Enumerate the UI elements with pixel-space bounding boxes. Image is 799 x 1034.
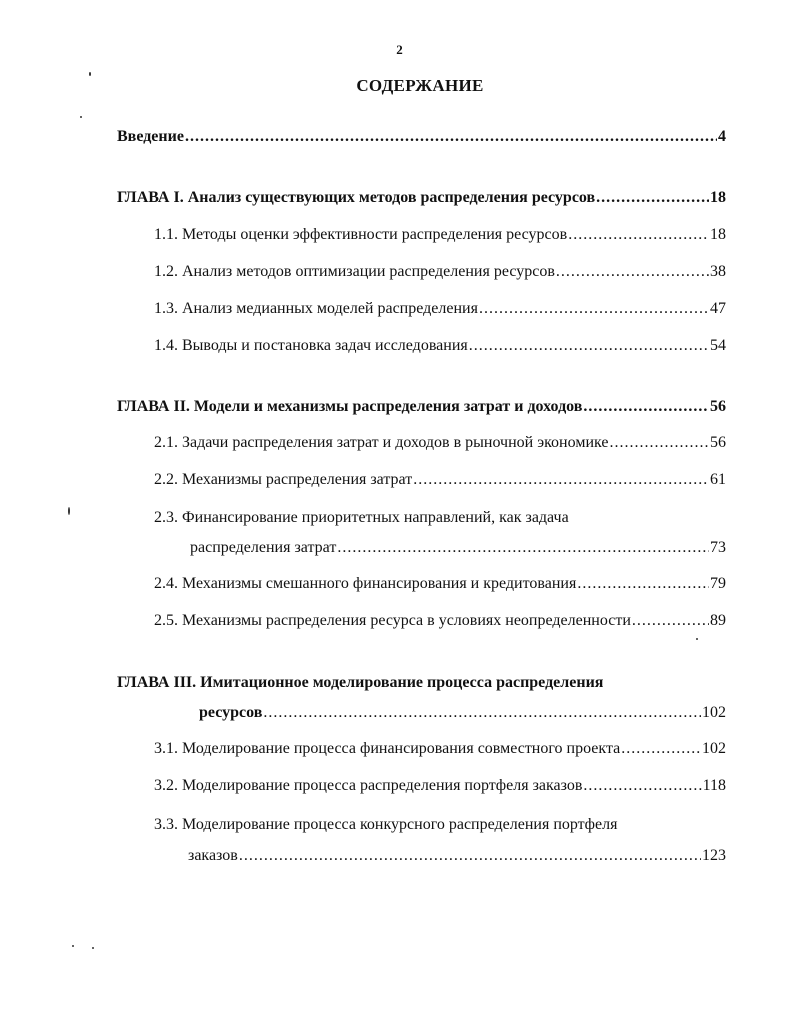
toc-section-3-2 — [154, 776, 726, 796]
toc-entry-label: 1.4. Выводы и постановка задач исследования — [154, 337, 468, 354]
toc-entry-page: 4 — [718, 128, 726, 145]
toc-entry-label-cont: распределения затрат — [190, 539, 337, 556]
leader-dots — [568, 225, 709, 245]
toc-entry-page: 118 — [702, 777, 726, 794]
toc-entry-page: 18 — [710, 189, 726, 206]
toc-entry-page: 18 — [710, 226, 726, 243]
toc-section-1-4 — [154, 336, 726, 356]
toc-entry-label: 2.1. Задачи распределения затрат и доходов в рыночной экономике — [154, 434, 609, 451]
leader-dots — [185, 127, 717, 147]
leader-dots — [263, 703, 701, 723]
toc-entry-label: 3.1. Моделирование процесса финансирования совместного проекта — [154, 740, 621, 757]
leader-dots — [596, 188, 709, 208]
scan-speck — [68, 507, 70, 515]
toc-section-2-3 — [190, 538, 726, 558]
leader-dots — [413, 470, 709, 490]
toc-section-2-4 — [154, 574, 726, 594]
toc-chapter-2 — [117, 397, 726, 417]
toc-entry-page: 123 — [702, 847, 726, 864]
toc-entry-label: 3.2. Моделирование процесса распределения портфеля заказов — [154, 777, 583, 794]
scan-speck — [72, 945, 74, 947]
toc-section-3-3-label: 3.3. Моделирование процесса конкурсного распределения портфеля — [154, 816, 618, 833]
scan-speck — [696, 638, 698, 640]
toc-section-2-5 — [154, 611, 726, 631]
leader-dots — [337, 538, 709, 558]
toc-entry-label: ГЛАВА II. Модели и механизмы распределения затрат и доходов — [117, 398, 583, 415]
toc-section-1-3 — [154, 299, 726, 319]
toc-section-2-1 — [154, 433, 726, 453]
toc-entry-label-cont: заказов — [188, 847, 238, 864]
toc-entry-label: 2.4. Механизмы смешанного финансирования и кредитования — [154, 575, 577, 592]
toc-entry-page: 56 — [710, 398, 726, 415]
toc-title: СОДЕРЖАНИЕ — [356, 76, 484, 95]
leader-dots — [239, 846, 701, 866]
toc-entry-page: 89 — [710, 612, 726, 629]
toc-entry-page: 38 — [710, 263, 726, 280]
page-number: 2 — [396, 42, 403, 57]
leader-dots — [469, 336, 709, 356]
toc-entry-page: 79 — [710, 575, 726, 592]
toc-entry-page: 102 — [702, 740, 726, 757]
leader-dots — [479, 299, 709, 319]
leader-dots — [583, 776, 701, 796]
toc-entry-page: 56 — [710, 434, 726, 451]
leader-dots — [577, 574, 709, 594]
leader-dots — [556, 262, 709, 282]
toc-entry-page: 61 — [710, 471, 726, 488]
toc-entry-label: Введение — [117, 128, 184, 145]
toc-chapter-3 — [199, 703, 726, 723]
leader-dots — [609, 433, 709, 453]
toc-entry-label: 1.1. Методы оценки эффективности распределения ресурсов — [154, 226, 568, 243]
leader-dots — [583, 397, 709, 417]
toc-entry-page: 54 — [710, 337, 726, 354]
toc-chapter-3-label: ГЛАВА III. Имитационное моделирование процесса распределения — [117, 674, 604, 691]
toc-entry-label-cont: ресурсов — [199, 704, 263, 721]
toc-entry-label: 2.5. Механизмы распределения ресурса в условиях неопределенности — [154, 612, 631, 629]
toc-entry-label: 1.2. Анализ методов оптимизации распределения ресурсов — [154, 263, 555, 280]
toc-entry-page: 47 — [710, 300, 726, 317]
scan-speck — [89, 72, 91, 76]
toc-section-1-2 — [154, 262, 726, 282]
toc-chapter-1 — [117, 188, 726, 208]
toc-entry-label: 1.3. Анализ медианных моделей распределения — [154, 300, 478, 317]
toc-section-3-3 — [188, 846, 726, 866]
leader-dots — [621, 739, 701, 759]
toc-entry-page: 73 — [710, 539, 726, 556]
toc-section-3-1 — [154, 739, 726, 759]
toc-entry-page: 102 — [702, 704, 726, 721]
toc-entry-intro — [117, 127, 726, 147]
leader-dots — [632, 611, 709, 631]
toc-entry-label: ГЛАВА I. Анализ существующих методов распределения ресурсов — [117, 189, 596, 206]
toc-section-2-3-label: 2.3. Финансирование приоритетных направлений, как задача — [154, 509, 569, 526]
toc-section-2-2 — [154, 470, 726, 490]
scan-speck — [92, 947, 94, 949]
scan-speck — [80, 116, 82, 118]
toc-entry-label: 2.2. Механизмы распределения затрат — [154, 471, 413, 488]
toc-section-1-1 — [154, 225, 726, 245]
